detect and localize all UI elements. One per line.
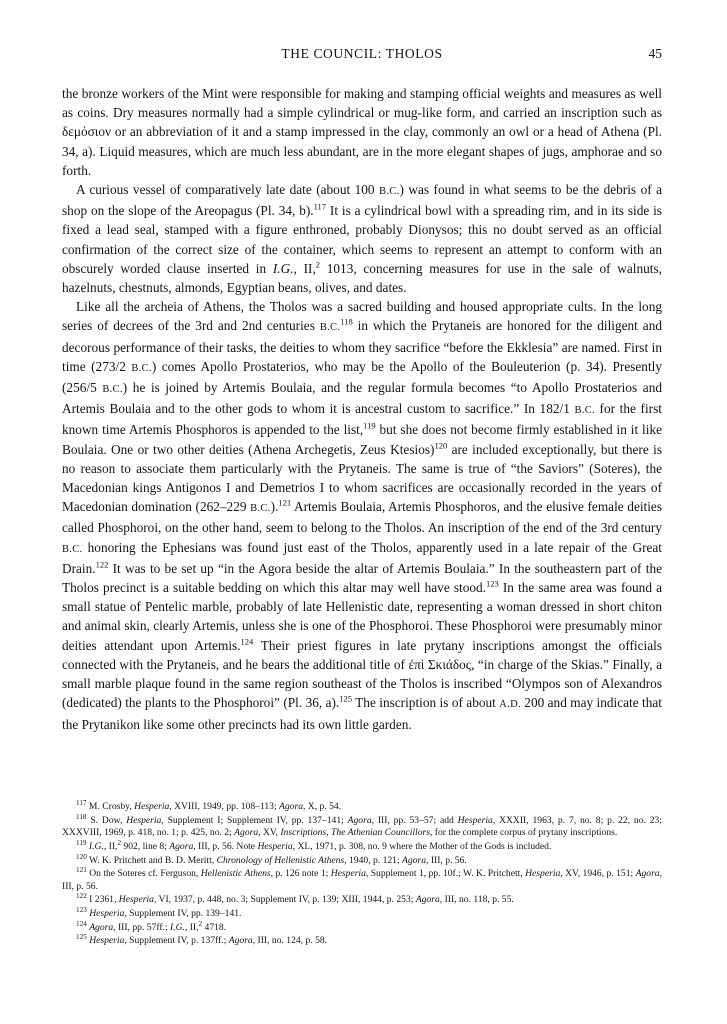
- text-run: , XVIII, 1949, pp. 108–113;: [169, 801, 280, 812]
- small-caps-run: B.C.: [250, 503, 271, 515]
- text-run: in which the Prytaneis are honored for the diligent and decorous performance of their tasks, the deities to whom they sacrifice “before the Ekklesia” are named. First in time (273/2: [62, 318, 663, 374]
- text-run: ) was found in what seems to be the debris of a shop on the slope of the Areopagus (Pl. 34, b).: [62, 182, 663, 219]
- running-title: THE COUNCIL: THOLOS: [281, 46, 443, 61]
- text-run: , Supplement IV, pp. 139–141.: [124, 908, 242, 920]
- text-run: honoring the Ephesians was found just east of the Tholos, apparently used in a late repair of the Great Drain.: [62, 539, 662, 576]
- text-run: , II,: [293, 260, 316, 276]
- italic-run: Agora: [169, 840, 194, 852]
- text-run: , XXXII, 1963, p. 7, no. 8; p. 22, no. 23; XXXVIII, 1969, p. 418, no. 1; p. 425, no. 2;: [62, 814, 663, 839]
- italic-run: Hesperia: [89, 935, 125, 947]
- text-run: , X, p. 54.: [303, 801, 342, 812]
- note-reference: 122: [95, 559, 109, 570]
- text-run: , III, pp. 57ff.;: [113, 921, 171, 933]
- note-reference: 117: [76, 798, 87, 807]
- italic-run: Hesperia: [89, 908, 125, 920]
- note-reference: 2: [198, 919, 203, 928]
- text-run: In the same area was found a small statue of Pentelic marble, probably of late Hellenistic date, representing a woman dressed in short chiton and animal skin, clearly Artemis, unless she is one of the Phosphoroi. These Phosphoroi were presumably minor deities attendant upon Artemis.: [62, 580, 662, 653]
- body-paragraph: [62, 297, 662, 733]
- note-reference: 121: [278, 497, 292, 508]
- text-run: S. Dow,: [86, 814, 127, 826]
- footnote: [62, 905, 662, 920]
- note-reference: 2: [117, 838, 122, 847]
- italic-run: Agora: [228, 935, 253, 947]
- footnote: [62, 852, 662, 867]
- note-reference: 123: [76, 905, 87, 914]
- footnote: [62, 868, 662, 893]
- italic-run: I.G.: [272, 260, 294, 276]
- small-caps-run: B.C.: [319, 322, 341, 334]
- text-run: M. Crosby,: [86, 801, 135, 812]
- note-reference: 119: [76, 838, 87, 847]
- text-run: Artemis Boulaia, Artemis Phosphoros, and the elusive female deities called Phosphoroi, on the other hand, seem to belong to the Tholos. An inscription of the end of the 3rd century: [62, 499, 663, 536]
- italic-run: Hesperia: [118, 894, 154, 906]
- note-reference: 119: [363, 421, 376, 432]
- page-number: 45: [648, 46, 662, 61]
- text-run: , Supplement IV, p. 137ff.;: [124, 935, 229, 947]
- text-run: W. K. Pritchett and B. D. Meritt,: [86, 854, 217, 866]
- italic-run: Agora: [415, 894, 440, 906]
- text-run: are included exceptionally, but there is no reason to associate them particularly with the Prytaneis. The same is true of “the Saviors” (Soteres), the Macedonian kings Antigonos I and Demetrios I to whom sacrifices are occasionally recorded in the years of Macedonian domination (262–229: [62, 441, 662, 515]
- note-reference: 2: [315, 259, 321, 270]
- footnote: [62, 798, 662, 813]
- text-run: ).: [270, 499, 279, 515]
- text-run: , III, no. 118, p. 55.: [439, 894, 514, 906]
- text-run: 902, line 8;: [121, 840, 170, 852]
- italic-run: Agora: [347, 814, 372, 826]
- italic-run: Hellenistic Athens: [200, 868, 271, 880]
- italic-run: Agora: [402, 854, 427, 866]
- text-run: 4718.: [202, 921, 227, 933]
- text-run: , “in charge of the Skias.” Finally, a small marble plaque found in the same region southeast of the Tholos is inscribed “Olympos son of Alexandros (dedicated) the plants to the Phosphoroi” (Pl. 36, a).: [62, 656, 662, 711]
- note-reference: 120: [76, 852, 87, 861]
- footnote: [62, 838, 662, 853]
- text-run: , p. 126 note 1;: [270, 868, 331, 880]
- italic-run: Hesperia: [525, 868, 561, 880]
- note-reference: 118: [76, 812, 87, 821]
- text-run: 1013, concerning measures for use in the sale of walnuts, hazelnuts, chestnuts, almonds, Egyptian beans, olives, and dates.: [62, 260, 662, 296]
- footnote: [62, 935, 662, 947]
- note-reference: 125: [76, 933, 87, 942]
- text-run: , II,: [184, 921, 199, 933]
- small-caps-run: B.C.: [62, 543, 83, 555]
- footnote: [62, 894, 662, 906]
- text-run: , Supplement 1, pp. 10f.; W. K. Pritchett,: [365, 868, 526, 880]
- italic-run: Hesperia: [126, 814, 162, 826]
- footnotes: [62, 798, 663, 949]
- text-run: The inscription is of about: [352, 695, 500, 711]
- note-reference: 122: [76, 892, 87, 901]
- small-caps-run: B.C.: [379, 186, 400, 198]
- text-run: It is a cylindrical bowl with a spreading rim, and in its side is fixed a lead seal, stamped with a figure enthroned, probably Dionysos; this no doubt served as an official confirmation of the correct size of the container, which seems to represent an attempt to conform with an obscurely worded clause inserted in: [62, 203, 662, 276]
- italic-run: I.G.: [88, 840, 104, 852]
- note-reference: 125: [339, 693, 353, 704]
- note-reference: 120: [434, 440, 448, 451]
- small-caps-run: B.C.: [131, 362, 152, 374]
- text-run: It was to be set up “in the Agora beside the altar of Artemis Boulaia.” In the southeastern part of the Tholos precinct is a suitable bedding on which this altar may well have stood.: [62, 560, 662, 596]
- text-run: Their priest figures in late prytany inscriptions amongst the officials connected with the Prytaneis, and he bears the additional title of: [62, 637, 662, 672]
- body-paragraph: [62, 180, 662, 297]
- text-run: , XV, 1946, p. 151;: [560, 868, 636, 880]
- italic-run: Hesperia: [257, 840, 293, 852]
- text-run: , for the complete corpus of prytany inscriptions.: [429, 827, 618, 839]
- note-reference: 124: [240, 636, 254, 647]
- text-run: , III, p. 56. Note: [193, 840, 258, 852]
- italic-run: Hesperia: [134, 801, 170, 812]
- small-caps-run: A.D.: [499, 699, 521, 711]
- text-run: 200 and may indicate that the Prytanikon like some other precincts had its own little garden.: [62, 695, 662, 732]
- text-run: , III, pp. 53–57; add: [371, 814, 458, 826]
- italic-run: Agora: [279, 801, 303, 812]
- italic-run: I.G.: [170, 921, 185, 933]
- note-reference: 117: [313, 201, 327, 212]
- italic-run: Hesperia: [457, 814, 493, 826]
- small-caps-run: B.C.: [574, 405, 595, 417]
- text-run: , XL, 1971, p. 308, no. 9 where the Mother of the Gods is included.: [292, 840, 552, 852]
- note-reference: 118: [340, 317, 353, 328]
- text-run: , Supplement I; Supplement IV, pp. 137–141;: [161, 814, 348, 826]
- italic-run: Inscriptions, The Athenian Councillors: [280, 827, 430, 839]
- text-run: ) comes Apollo Prostaterios, who may be the Apollo of the Bouleuterion (p. 34). Presently (256/5: [62, 358, 662, 396]
- footnote: [62, 919, 662, 934]
- text-run: but she does not become firmly established in it like Boulaia. One or two other deities (Athena Archegetis, Zeus Ktesios): [62, 422, 662, 457]
- text-run: for the first known time Artemis Phosphoros is appended to the list,: [62, 401, 662, 438]
- text-run: , II,: [103, 840, 118, 852]
- text-run: , III, p. 56.: [62, 868, 662, 892]
- text-run: the bronze workers of the Mint were responsible for making and stamping official weights and measures as well as coins. Dry measures normally had a simple cylindrical or mug-like form, and carried an inscription such as: [62, 86, 662, 121]
- text-run: , VI, 1937, p. 448, no. 3; Supplement IV, p. 139; XIII, 1944, p. 253;: [153, 894, 416, 906]
- text-run: or an abbreviation of it and a stamp impressed in the clay, commonly an owl or a head of Athena (Pl. 34, a). Liquid measures, which are much less abundant, are in the more elegant shapes of jugs, amphorae and so forth.: [62, 124, 662, 178]
- text-run: ) he is joined by Artemis Boulaia, and the regular formula becomes “to Apollo Prostaterios and Artemis Boulaia and to the other gods to whom it is ancestral custom to sacrifice.” In 182/1: [62, 380, 662, 417]
- small-caps-run: B.C.: [102, 384, 123, 396]
- italic-run: Agora: [89, 921, 114, 933]
- text-run: ἐπὶ Σκιάδος: [408, 656, 472, 672]
- text-run: I 2361,: [86, 894, 119, 906]
- note-reference: 121: [76, 866, 87, 875]
- italic-run: Agora: [234, 827, 259, 839]
- footnote: [62, 812, 663, 840]
- text-run: Like all the archeia of Athens, the Tholos was a sacred building and housed appropriate cults. In the long series of decrees of the 3rd and 2nd centuries: [62, 299, 662, 334]
- text-run: On the Soteres cf. Ferguson,: [86, 868, 201, 880]
- italic-run: Agora: [635, 868, 660, 880]
- text-run: δεμόσιον: [62, 124, 112, 140]
- note-reference: 124: [76, 919, 87, 928]
- text-run: A curious vessel of comparatively late date (about 100: [76, 182, 380, 198]
- body-text: [62, 84, 662, 734]
- italic-run: Chronology of Hellenistic Athens: [216, 854, 345, 866]
- text-run: , 1940, p. 121;: [344, 854, 403, 866]
- note-reference: 123: [486, 578, 499, 589]
- text-run: , III, no. 124, p. 58.: [252, 935, 328, 947]
- body-paragraph: [62, 84, 662, 180]
- text-run: , XV,: [258, 827, 281, 839]
- text-run: , III, p. 56.: [426, 854, 467, 866]
- page-header: [62, 46, 662, 66]
- italic-run: Hesperia: [330, 868, 366, 880]
